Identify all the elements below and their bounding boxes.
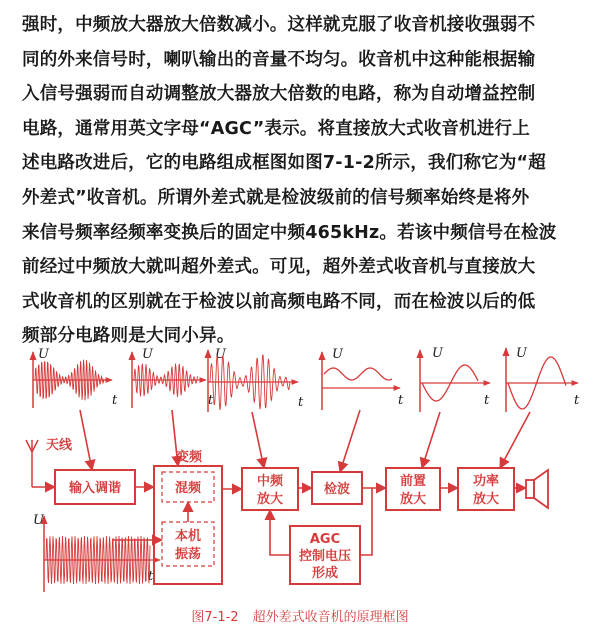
paragraph-line: 式收音机的区别就在于检波以前高频电路不同，而在检波以后的低 bbox=[22, 291, 536, 312]
waveform-detected bbox=[322, 347, 404, 410]
waveform-local-oscillator bbox=[33, 513, 160, 592]
antenna-icon bbox=[26, 440, 38, 487]
block-label: 振荡 bbox=[174, 547, 202, 562]
axis-x-label: t bbox=[484, 393, 490, 408]
block-preamp bbox=[386, 468, 440, 510]
paragraph-line: 前经过中频放大就叫超外差式。可见，超外差式收音机与直接放大 bbox=[22, 257, 536, 278]
figure-title: 超外差式收音机的原理框图 bbox=[252, 610, 409, 625]
axis-y-label: U bbox=[332, 347, 343, 362]
figure-caption bbox=[0, 606, 600, 625]
waveform-if-amplified bbox=[208, 347, 304, 412]
paragraph-line: 频部分电路则是大同小异。 bbox=[22, 326, 235, 347]
block-label: AGC bbox=[309, 532, 341, 547]
paragraph-line: 外差式”收音机。所谓外差式就是检波级前的信号频率始终是将外 bbox=[22, 187, 530, 208]
block-label: 检波 bbox=[323, 482, 351, 497]
body-paragraph bbox=[22, 8, 588, 354]
block-label: 本机 bbox=[174, 529, 202, 544]
paragraph-line: 同的外来信号时，喇叭输出的音量不均匀。收音机中这种能根据输 bbox=[22, 49, 536, 70]
axis-x-label: t bbox=[298, 395, 304, 410]
block-if-amp bbox=[242, 468, 298, 510]
axis-y-label: U bbox=[215, 347, 226, 362]
axis-y-label: U bbox=[142, 347, 153, 362]
block-detector bbox=[312, 472, 362, 504]
figure-number: 图7-1-2 bbox=[191, 610, 239, 625]
axis-x-label: t bbox=[574, 393, 580, 408]
block-label: 输入调谐 bbox=[68, 481, 122, 496]
block-label: 放大 bbox=[399, 492, 427, 507]
axis-x-label: t bbox=[148, 569, 154, 584]
block-label: 前置 bbox=[399, 474, 427, 489]
block-label: 中频 bbox=[256, 474, 284, 489]
paragraph-line: 来信号频率经频率变换后的固定中频465kHz。若该中频信号在检波 bbox=[22, 222, 557, 243]
block-agc bbox=[290, 526, 360, 584]
waveform-rf-input bbox=[33, 347, 118, 408]
axis-x-label: t bbox=[398, 393, 404, 408]
block-input-tuning bbox=[55, 470, 135, 504]
waveform-power-amp bbox=[506, 346, 580, 412]
axis-y-label: U bbox=[33, 513, 44, 528]
speaker-icon bbox=[526, 470, 548, 508]
paragraph-line: 入信号强弱而自动调整放大器放大倍数的电路，称为自动增益控制 bbox=[22, 84, 536, 105]
superheterodyne-block-diagram bbox=[0, 340, 600, 602]
block-label: 形成 bbox=[311, 566, 339, 581]
block-label: 放大 bbox=[256, 492, 284, 507]
block-label: 控制电压 bbox=[298, 549, 352, 564]
axis-y-label: U bbox=[516, 346, 527, 361]
block-label: 混频 bbox=[174, 481, 202, 496]
mixer-group-label: 变频 bbox=[176, 450, 203, 465]
axis-x-label: t bbox=[208, 393, 214, 408]
antenna-label: 天线 bbox=[46, 438, 73, 453]
block-label: 放大 bbox=[472, 492, 500, 507]
block-mixer-group bbox=[154, 466, 222, 584]
paragraph-line: 述电路改进后，它的电路组成框图如图7-1-2所示，我们称它为“超 bbox=[22, 153, 546, 174]
paragraph-line: 电路，通常用英文字母“AGC”表示。将直接放大式收音机进行上 bbox=[22, 118, 530, 139]
paragraph-line: 强时，中频放大器放大倍数减小。这样就克服了收音机接收强弱不 bbox=[22, 15, 536, 35]
waveform-rf-mixed bbox=[132, 347, 214, 408]
waveform-preamp bbox=[420, 346, 490, 412]
axis-y-label: U bbox=[38, 347, 49, 362]
axis-y-label: U bbox=[432, 346, 443, 361]
block-label: 功率 bbox=[472, 474, 500, 489]
block-power-amp bbox=[458, 468, 514, 510]
axis-x-label: t bbox=[112, 393, 118, 408]
